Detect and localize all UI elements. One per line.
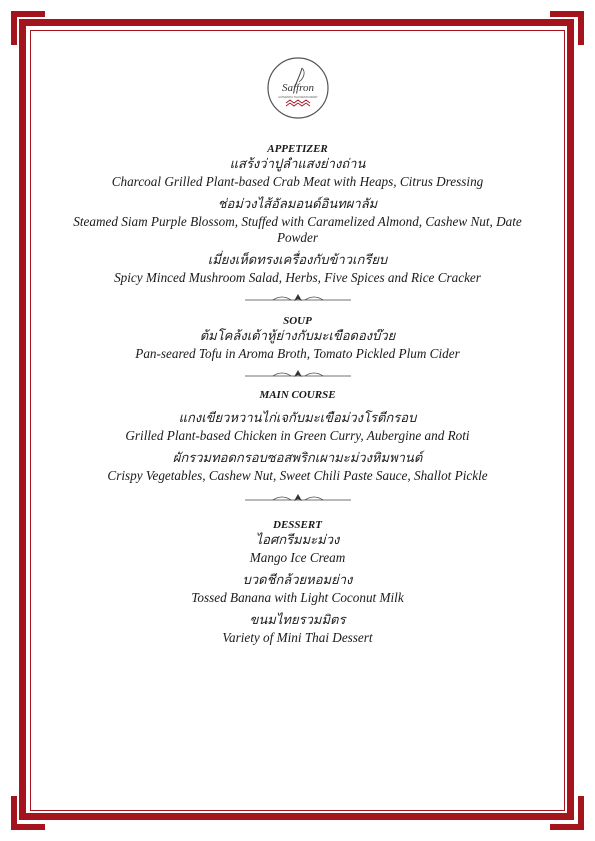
dish-english-name: Pan-seared Tofu in Aroma Broth, Tomato Pickled Plum Cider <box>135 346 460 361</box>
dish-thai-name: บวดชีกล้วยหอมย่าง <box>242 573 353 588</box>
dish-english-name: Variety of Mini Thai Dessert <box>222 630 373 645</box>
ornamental-divider <box>243 492 353 506</box>
ornamental-divider <box>243 292 353 306</box>
dish-english-name: Grilled Plant-based Chicken in Green Curry, Aubergine and Roti <box>125 428 470 443</box>
menu-content <box>40 56 555 652</box>
dish-thai-name: แกงเขียวหวานไก่เจกับมะเขือม่วงโรตีกรอบ <box>178 411 417 426</box>
dish-english-name: Mango Ice Cream <box>249 550 346 565</box>
appetizer-section <box>40 142 555 286</box>
logo-tagline: AUTHENTIC THAI RESTAURANT <box>277 96 318 99</box>
dish-thai-name: ผักรวมทอดกรอบซอสพริกเผามะม่วงหิมพานต์ <box>172 451 423 466</box>
corner-ornament <box>550 11 584 45</box>
section-title-soup: SOUP <box>283 315 312 327</box>
dish-thai-name: ต้มโคล้งเต้าหู้ย่างกับมะเขือดองบ๊วย <box>199 329 396 344</box>
dish-english-name: Charcoal Grilled Plant-based Crab Meat with Heaps, Citrus Dressing <box>111 174 484 189</box>
dish-thai-name: เมี่ยงเห็ดทรงเครื่องกับข้าวเกรียบ <box>207 253 388 268</box>
saffron-logo <box>266 56 330 120</box>
main-course-section <box>40 388 555 484</box>
dish-thai-name: ไอศกรีมมะม่วง <box>255 533 340 548</box>
dish-english-name: Crispy Vegetables, Cashew Nut, Sweet Chili Paste Sauce, Shallot Pickle <box>107 468 488 483</box>
dessert-section <box>40 518 555 646</box>
section-title-main-course: MAIN COURSE <box>259 389 336 401</box>
corner-ornament <box>550 796 584 830</box>
dish-english-name: Spicy Minced Mushroom Salad, Herbs, Five Spices and Rice Cracker <box>114 270 481 285</box>
dish-english-name: Tossed Banana with Light Coconut Milk <box>191 590 404 605</box>
section-title-dessert: DESSERT <box>273 519 322 531</box>
corner-ornament <box>11 11 45 45</box>
corner-ornament <box>11 796 45 830</box>
dish-thai-name: ขนมไทยรวมมิตร <box>249 613 346 628</box>
section-title-appetizer: APPETIZER <box>267 143 328 155</box>
dish-thai-name: แสร้งว่าปูลำแสงย่างถ่าน <box>229 157 366 172</box>
dish-thai-name: ช่อม่วงไส้อัลมอนด์อินทผาลัม <box>217 197 378 212</box>
ornamental-divider <box>243 368 353 382</box>
logo-text: Saffron <box>281 82 314 94</box>
dish-english-name: Steamed Siam Purple Blossom, Stuffed with Caramelized Almond, Cashew Nut, Date Powder <box>73 214 522 245</box>
soup-section <box>40 314 555 362</box>
